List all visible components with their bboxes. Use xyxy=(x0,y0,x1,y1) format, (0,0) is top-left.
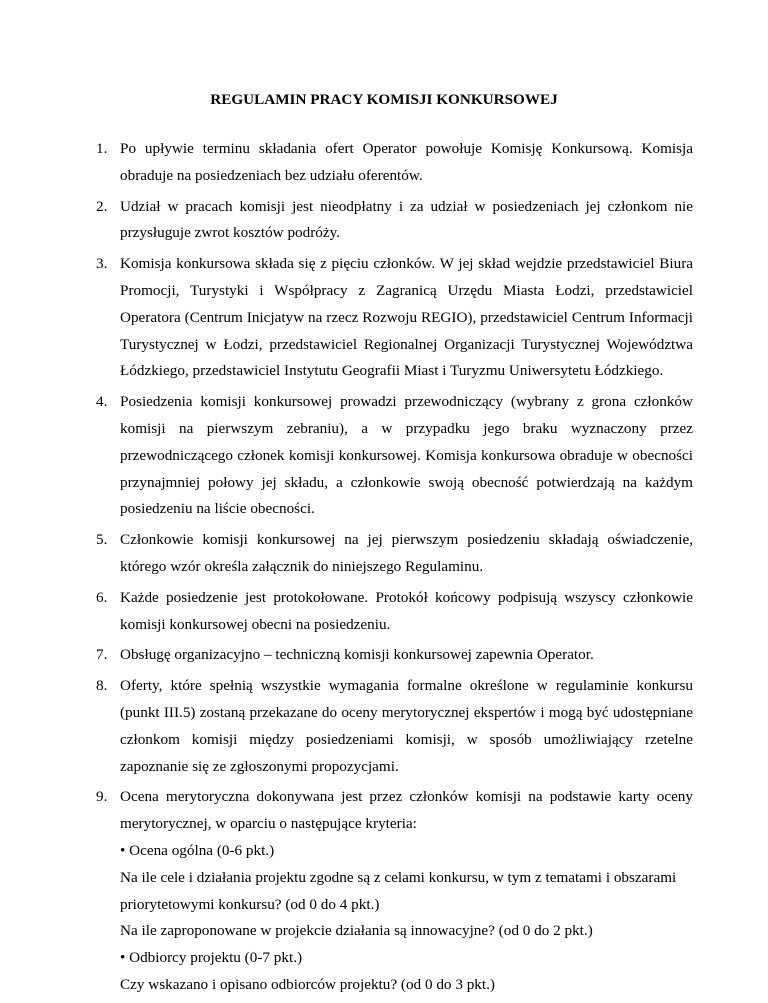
list-item-2 xyxy=(0,194,768,248)
item-number: 3. xyxy=(96,255,108,273)
item-number: 4. xyxy=(96,393,108,411)
item-text: Posiedzenia komisji konkursowej prowadzi przewodniczący (wybrany z grona członków komisji na pierwszym zebraniu), a w przypadku jego braku wyznaczony przez przewodniczącego członek komisji konkursowej. Komisja konkursowa obraduje w obecności przynajmniej połowy jej składu, a członkowie swoją obecność potwierdzają na każdym posiedzeniu na liście obecności. xyxy=(120,393,693,518)
item-text: Każde posiedzenie jest protokołowane. Protokół końcowy podpisują wszyscy członkowie komisji konkursowej obecni na posiedzeniu. xyxy=(120,588,693,633)
regulations-list xyxy=(0,136,768,1003)
item-text: Obsługę organizacyjno – techniczną komisji konkursowej zapewnia Operator. xyxy=(120,646,594,664)
item-text: Udział w pracach komisji jest nieodpłatny i za udział w posiedzeniach jej członkom nie przysługuje zwrot kosztów podróży. xyxy=(120,197,693,242)
list-item-1 xyxy=(0,136,768,190)
item-text: Ocena merytoryczna dokonywana jest przez członków komisji na podstawie karty oceny merytorycznej, w oparciu o następujące kryteria: xyxy=(120,788,693,833)
item-number: 7. xyxy=(96,646,108,664)
list-item-3 xyxy=(0,251,768,385)
list-item-5 xyxy=(0,527,768,581)
list-item-8 xyxy=(0,673,768,780)
list-item-9 xyxy=(0,784,768,998)
item-text: Po upływie terminu składania ofert Operator powołuje Komisję Konkursową. Komisja obraduje na posiedzeniach bez udziału oferentów. xyxy=(120,140,693,184)
item-number: 5. xyxy=(96,531,108,549)
item-number: 8. xyxy=(96,677,108,695)
item-number: 9. xyxy=(96,788,108,806)
item-number: 2. xyxy=(96,197,108,215)
item-text: Oferty, które spełnią wszystkie wymagania formalne określone w regulaminie konkursu (punkt III.5) zostaną przekazane do oceny merytorycznej ekspertów i mogą być udostępniane członkom komisji między posiedzeniami komisji, w sposób umożliwiający rzetelne zapoznanie się ze zgłoszonymi propozycjami. xyxy=(120,677,693,775)
list-item-4 xyxy=(0,389,768,523)
list-item-7 xyxy=(0,642,768,669)
criterion-question: Czy wskazano i opisano odbiorców projektu? (od 0 do 3 pkt.) xyxy=(120,975,495,993)
criterion-question: Na ile zaproponowane w projekcie działania są innowacyjne? (od 0 do 2 pkt.) xyxy=(120,922,593,940)
item-number: 6. xyxy=(96,588,108,606)
list-item-6 xyxy=(0,585,768,639)
criterion-heading: • Odbiorcy projektu (0-7 pkt.) xyxy=(120,949,303,967)
item-text: Komisja konkursowa składa się z pięciu członków. W jej skład wejdzie przedstawiciel Biura Promocji, Turystyki i Współpracy z Zagranicą Urzędu Miasta Łodzi, przedstawiciel Operatora (Centrum Inicjatyw na rzecz Rozwoju REGIO), przedstawiciel Centrum Informacji Turystycznej w Łodzi, przedstawiciel Regionalnej Organizacji Turystycznej Województwa Łódzkiego, przedstawiciel Instytutu Geografii Miast i Turyzmu Uniwersytetu Łódzkiego. xyxy=(120,255,693,380)
criterion-heading: • Ocena ogólna (0-6 pkt.) xyxy=(120,841,275,859)
criterion-question: Na ile cele i działania projektu zgodne są z celami konkursu, w tym z tematami i obszarami priorytetowymi konkursu? (od 0 do 4 pkt.) xyxy=(120,868,677,913)
item-text: Członkowie komisji konkursowej na jej pierwszym posiedzeniu składają oświadczenie, którego wzór określa załącznik do niniejszego Regulaminu. xyxy=(120,531,693,575)
item-number: 1. xyxy=(96,140,108,157)
document-title: REGULAMIN PRACY KOMISJI KONKURSOWEJ xyxy=(210,91,558,108)
